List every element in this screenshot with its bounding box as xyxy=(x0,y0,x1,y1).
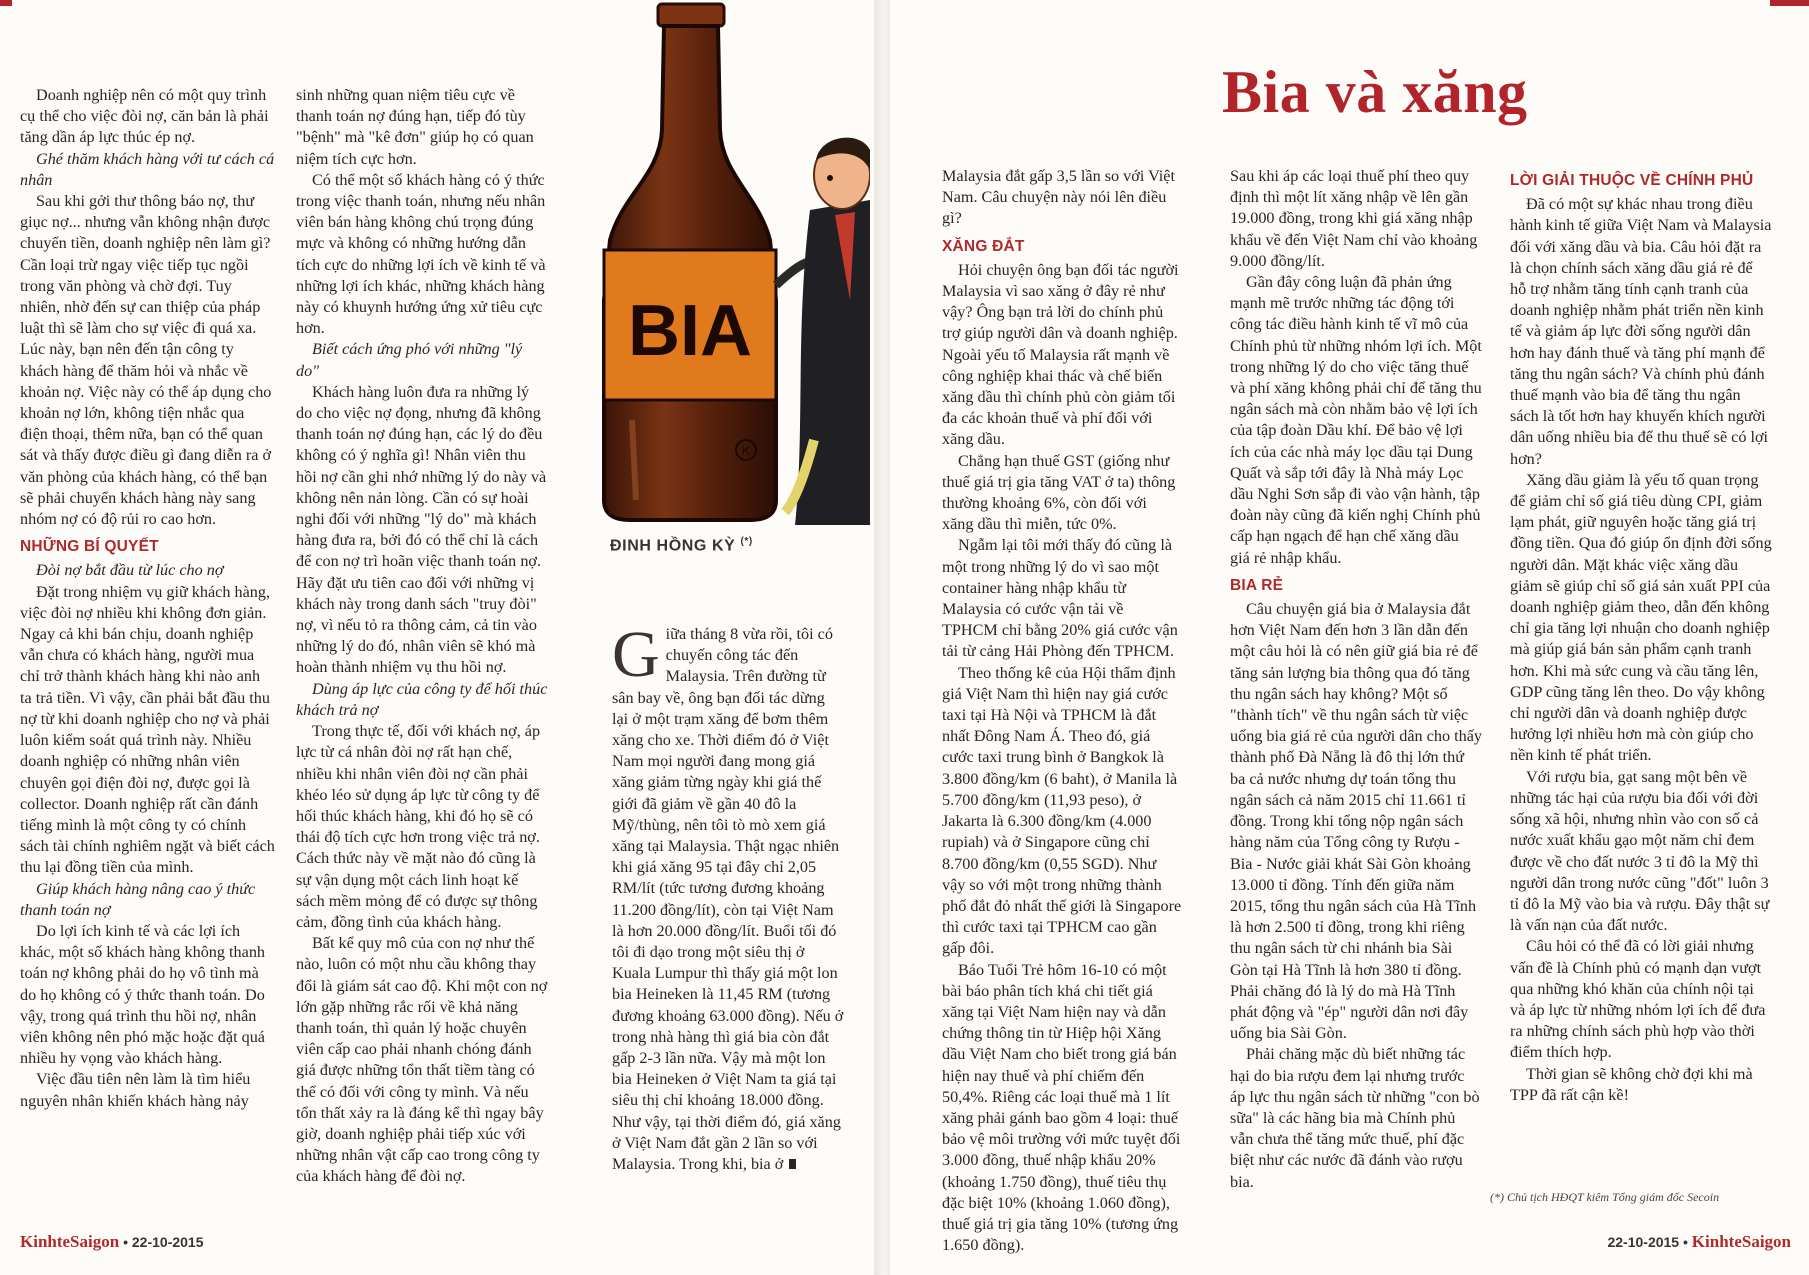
right-page xyxy=(890,0,1809,1275)
paragraph: Trong thực tế, đối với khách nợ, áp lực từ cá nhân đòi nợ rất hạn chế, nhiều khi nhân viên đòi nợ cần phải khéo léo sử dụng áp lực từ công ty để hối thúc khách hàng, khi đó họ sẽ có thái độ tích cực hơn trong việc trả nợ. Cách thức này về mặt nào đó cũng là sự vận dụng một cách linh hoạt kế sách mềm mỏng để có được sự thông cảm, đồng tình của khách hàng. xyxy=(296,722,541,931)
paragraph: Câu chuyện giá bia ở Malaysia đắt hơn Việt Nam đến hơn 3 lần dẫn đến một câu hỏi là có nên giữ giá bia rẻ để tăng sản lượng bia thông qua đó tăng thu ngân sách hay không? Một số "thành tích" về thu ngân sách từ việc uống bia giá rẻ của người dân cho thấy thành phố Đà Nẵng là đô thị lớn thứ ba cả nước nhưng dự toán tổng thu ngân sách cả năm 2015 chỉ 11.661 tỉ đồng. Trong khi tổng nộp ngân sách hàng năm của Tổng công ty Rượu - Bia - Nước giải khát Sài Gòn khoảng 13.000 tỉ đồng. Tính đến giữa năm 2015, tổng thu ngân sách của Hà Tĩnh là hơn 2.500 tỉ đồng, trong khi riêng thu ngân sách từ chi nhánh bia Sài Gòn tại Hà Tĩnh là hơn 380 tỉ đồng. Phải chăng đó là lý do mà Hà Tĩnh phát động và "ép" người dân nơi đây uống bia Sài Gòn. xyxy=(1230,600,1482,1043)
paragraph: Báo Tuổi Trẻ hôm 16-10 có một bài báo phân tích khá chi tiết giá xăng tại Việt Nam hiện nay và dẫn chứng thông tin từ Hiệp hội Xăng dầu Việt Nam cho biết trong giá bán hiện nay thuế và phí chiếm đến 50,4%. Riêng các loại thuế mà 1 lít xăng phải gánh bao gồm 4 loại: thuế bảo vệ môi trường với mức tuyệt đối 3.000 đồng, thuế nhập khẩu 20% (khoảng 1.750 đồng), thuế tiêu thụ đặc biệt 10% (khoảng 1.060 đồng), thuế giá trị gia tăng 10% (tương ứng 1.650 đồng). xyxy=(942,960,1181,1255)
subheading: Dùng áp lực của công ty để hối thúc khách trả nợ xyxy=(296,679,548,719)
section-heading: LỜI GIẢI THUỘC VỀ CHÍNH PHỦ xyxy=(1510,172,1754,189)
subheading: Biết cách ứng phó với những "lý do" xyxy=(296,340,523,380)
beer-bottle-illustration xyxy=(580,0,870,525)
magazine-logo: KinhteSaigon xyxy=(20,1232,120,1251)
paragraph: sinh những quan niệm tiêu cực về thanh toán nợ đúng hạn, tiếp đó tùy "bệnh" mà "kê đơn" giúp họ có quan niệm tích cực hơn. xyxy=(296,86,534,168)
drop-cap: G xyxy=(612,618,660,691)
subheading: Đòi nợ bắt đầu từ lúc cho nợ xyxy=(36,561,224,580)
issue-date: 22-10-2015 xyxy=(1607,1234,1680,1250)
paragraph: Sau khi áp các loại thuế phí theo quy định thì một lít xăng nhập về lên gần 19.000 đồng, trong khi giá xăng nhập khẩu về đến Việt Nam chỉ vào khoảng 9.000 đồng/lít. xyxy=(1230,167,1478,270)
right-column-3 xyxy=(1510,164,1772,1106)
left-folio: KinhteSaigon • 22-10-2015 xyxy=(20,1232,204,1251)
paragraph: Ngẫm lại tôi mới thấy đó cũng là một trong những lý do vì sao một container hàng nhập khẩu từ Malaysia có cước vận tải về TPHCM chỉ bằng 20% giá cước vận tải từ cảng Hải Phòng đến TPHCM. xyxy=(942,536,1178,661)
bottle-cap xyxy=(658,4,724,26)
paragraph: Đặt trong nhiệm vụ giữ khách hàng, việc đòi nợ nhiều khi không đơn giản. Ngay cả khi bán chịu, doanh nghiệp vẫn chưa có khách hàng, người mua chỉ trở thành khách hàng khi nào anh ta trả tiền. Vì vậy, cần phải bắt đầu thu nợ từ khi doanh nghiệp cho nợ và phải luôn kiểm soát quá trình này. Nhiều doanh nghiệp có những nhân viên chuyên gọi điện đòi nợ, được gọi là collector. Doanh nghiệp rất cần đánh tiếng mình là một công ty có chính sách tài chính nghiêm ngặt và biết cách thu lại đồng tiền của mình. xyxy=(20,582,275,877)
paragraph: Phải chăng mặc dù biết những tác hại do bia rượu đem lại nhưng trước áp lực thu ngân sách từ những "con bò sữa" là các hãng bia mà Chính phủ vẫn chưa thể tăng mức thuế, phí đặc biệt như các nước đã đánh vào rượu bia. xyxy=(1230,1045,1480,1191)
paragraph: Với rượu bia, gạt sang một bên về những tác hại của rượu bia đối với đời sống xã hội, nhưng nhìn vào con số cả nước xuất khẩu gạo một năm chỉ đem được về cho đất nước 3 tỉ đô la Mỹ thì người dân trong nước cũng "đốt" luôn 3 tỉ đô la Mỹ vào bia và rượu. Đây thật sự là vấn nạn của đất nước. xyxy=(1510,767,1770,935)
paragraph: Hỏi chuyện ông bạn đối tác người Malaysia vì sao xăng ở đây rẻ như vậy? Ông bạn trả lời do chính phủ trợ giúp người dân và doanh nghiệp. Ngoài yếu tố Malaysia rất mạnh về công nghiệp khai thác và chế biến xăng dầu thì chính phủ còn giảm tối đa các khoản thuế và phí đối với xăng dầu. xyxy=(942,260,1179,449)
paragraph: Đã có một sự khác nhau trong điều hành kinh tế giữa Việt Nam và Malaysia đối với xăng dầu và bia. Câu hỏi đặt ra là chọn chính sách xăng dầu giá rẻ để hỗ trợ nhằm tăng tính cạnh tranh của doanh nghiệp nhằm phát triển nền kinh tế và giảm áp lực đời sống người dân hơn hay đánh thuế và tăng phí mạnh để tăng thu ngân sách? Và chính phủ đánh thuế mạnh vào bia để tăng thu ngân sách là tốt hơn hay khuyến khích người dân uống nhiều bia để thu thuế sẽ có lợi hơn? xyxy=(1510,195,1772,468)
paragraph: Câu hỏi có thể đã có lời giải nhưng vấn đề là Chính phủ có mạnh dạn vượt qua những khó khăn của chính nội tại và áp lực từ những nhóm lợi ích để đưa ra những chính sách phù hợp vào thời điểm thích hợp. xyxy=(1510,937,1766,1062)
author-name: ĐINH HỒNG KỲ xyxy=(610,537,736,555)
subheading: Giúp khách hàng nâng cao ý thức thanh toán nợ xyxy=(20,879,256,919)
byline xyxy=(610,536,753,555)
paragraph: Thời gian sẽ không chờ đợi khi mà TPP đã rất cận kề! xyxy=(1510,1064,1753,1104)
subheading: Ghé thăm khách hàng với tư cách cá nhân xyxy=(20,149,275,189)
right-folio: 22-10-2015 • KinhteSaigon xyxy=(1607,1232,1791,1251)
paragraph: Khách hàng luôn đưa ra những lý do cho việc nợ đọng, nhưng đã không thanh toán nợ đúng hạn, các lý do đều không có ý nghĩa gì! Nhân viên thu hồi nợ cần ghi nhớ những lý do này và không nên nản lòng. Cần có sự hoài nghi đối với những "lý do" mà khách hàng đưa ra, bởi đó có thể chỉ là cách để con nợ trì hoãn việc thanh toán nợ. Hãy đặt ưu tiên cao đối với những vị khách này trong danh sách "truy đòi" nợ, vì nếu tỏ ra thông cảm, cả tin vào những lý do đó, nhân viên sẽ khó mà hoàn thành nhiệm vụ thu hồi nợ. xyxy=(296,382,547,677)
lead-paragraph: iữa tháng 8 vừa rồi, tôi có chuyến công tác đến Malaysia. Trên đường từ sân bay về, ông bạn đối tác dừng lại ở một trạm xăng để bơm thêm xăng cho xe. Thời điểm đó ở Việt Nam mọi người đang mong giá xăng giảm từng ngày khi giá thế giới đã giảm về gần 40 đô la Mỹ/thùng, nên tôi tò mò xem giá xăng tại Malaysia. Thật ngạc nhiên khi giá xăng 95 tại đây chỉ 2,05 RM/lít (tức tương đương khoảng 11.200 đồng/lít), còn tại Việt Nam là hơn 20.000 đồng/lít. Buổi tối đó tôi đi dạo trong một siêu thị ở Kuala Lumpur thì thấy giá một lon bia Heineken là 11,45 RM (tương đương khoảng 63.000 đồng). Nếu ở trong nhà hàng thì giá bia còn đắt gấp 2-3 lần nữa. Vậy mà một lon bia Heineken ở Việt Nam ta giá tại siêu thị chỉ khoảng 18.000 đồng. Như vậy, tại thời điểm đó, giá xăng ở Việt Nam đắt gần 2 lần so với Malaysia. Trong khi, bia ở xyxy=(612,625,844,1174)
paragraph: Theo thống kê của Hội thẩm định giá Việt Nam thì hiện nay giá cước taxi tại Hà Nội và TPHCM là đắt nhất Đông Nam Á. Theo đó, giá cước taxi trung bình ở Bangkok là 3.800 đồng/km (6 baht), ở Manila là 5.700 đồng/km (11,93 peso), ở Jakarta là 6.300 đồng/km (4.000 rupiah) và ở Singapore cũng chỉ 8.700 đồng/km (0,55 SGD). Như vậy so với một trong những thành phố đắt đỏ nhất thế giới là Singapore thì cước taxi tại TPHCM cao gần gấp đôi. xyxy=(942,663,1182,958)
left-column-2 xyxy=(296,85,548,1188)
right-column-1 xyxy=(942,166,1182,1256)
magazine-logo: KinhteSaigon xyxy=(1691,1232,1791,1251)
bottle-label-text: BIA xyxy=(628,291,752,371)
paragraph: Doanh nghiệp nên có một quy trình cụ thể cho việc đòi nợ, căn bản là phải tăng dần áp lực thúc ép nợ. xyxy=(20,86,269,147)
paragraph: Xăng dầu giảm là yếu tố quan trọng để giảm chỉ số giá tiêu dùng CPI, giảm lạm phát, giữ nguyên hoặc tăng giá trị đồng tiền. Qua đó giúp ổn định đời sống người dân. Mặt khác việc xăng dầu giảm sẽ giúp chỉ số giá sản xuất PPI của doanh nghiệp giảm theo, dẫn đến không chỉ gia tăng lợi nhuận cho doanh nghiệp mà giúp giá bán sản phẩm cạnh tranh hơn. Khi mà sức cung và cầu tăng lên, GDP cũng tăng lên theo. Do vậy không chỉ người dân và doanh nghiệp được hưởng lợi nhiều hơn mà còn giúp cho nền kinh tế phát triển. xyxy=(1510,470,1772,765)
section-heading: NHỮNG BÍ QUYẾT xyxy=(20,538,159,556)
paragraph: Chẳng hạn thuế GST (giống như thuế giá trị gia tăng VAT ở ta) thông thường khoảng 6%, còn đối với xăng dầu thì miễn, tức 0%. xyxy=(942,451,1176,534)
author-footnote-mark: (*) xyxy=(740,536,753,547)
paragraph: Sau khi gởi thư thông báo nợ, thư giục nợ... nhưng vẫn không nhận được chuyển tiền, doanh nghiệp nên làm gì? Cần loại trừ ngay việc tiếp tục ngồi trong văn phòng và chờ đợi. Tuy nhiên, nhờ đến sự can thiệp của pháp luật thì sẽ làm cho sự việc đi quá xa. Lúc này, bạn nên đến tận công ty khách hàng để thăm hỏi và nhắc về khoản nợ. Việc này có thể áp dụng cho khoản nợ lớn, không tiện nhắc qua điện thoại, thêm nữa, bạn có thể quan sát và thấy được điều gì đang diễn ra ở văn phòng của khách hàng, có thể bạn sẽ phải chuyển khách hàng này sang nhóm nợ có độ rủi ro cao hơn. xyxy=(20,192,272,529)
svg-text:K: K xyxy=(741,443,751,458)
section-heading: XĂNG ĐẮT xyxy=(942,237,1025,255)
left-page xyxy=(0,0,880,1275)
end-mark xyxy=(789,1159,796,1169)
paragraph: Có thể một số khách hàng có ý thức trong việc thanh toán, nhưng nếu nhân viên bán hàng không chú trọng đúng mực và không có những hướng dẫn tích cực do những lợi ích về kinh tế và những lợi ích khác, những khách hàng này có khuynh hướng ứng xử tiêu cực hơn. xyxy=(296,170,546,338)
paragraph: Bất kể quy mô của con nợ như thế nào, luôn có một nhu cầu không thay đổi là giám sát cao độ. Khi một con nợ lớn gặp những rắc rối về khả năng thanh toán, thì quản lý hoặc chuyên viên cấp cao phải nhanh chóng đánh giá được những tổn thất tiềm tàng có thể có đối với công ty mình. Và nếu tổn thất xảy ra là đáng kể thì ngay bây giờ, doanh nghiệp phải tiếp xúc với những nhân vật cấp cao trong công ty của khách hàng để đòi nợ. xyxy=(296,934,548,1186)
paragraph: Việc đầu tiên nên làm là tìm hiểu nguyên nhân khiến khách hàng nảy xyxy=(20,1070,251,1110)
section-heading: BIA RẺ xyxy=(1230,576,1284,594)
article-headline: Bia và xăng xyxy=(1222,59,1528,125)
right-top-rule xyxy=(1770,0,1809,6)
author-footnote: (*) Chủ tịch HĐQT kiêm Tổng giám đốc Secoin xyxy=(1490,1190,1720,1204)
right-column-2 xyxy=(1230,166,1482,1193)
paragraph: Gần đây công luận đã phản ứng mạnh mẽ trước những tác động tới công tác điều hành kinh tế vĩ mô của Chính phủ từ những nhóm lợi ích. Một trong những lý do cho việc tăng thuế và phí xăng không phải chỉ để tăng thu ngân sách mà còn nhằm bảo vệ lợi ích của tập đoàn Dầu khí. Để bảo vệ lợi ích của các nhà máy lọc dầu tại Dung Quất và sắp tới đây là Nhà máy Lọc dầu Nghi Sơn sắp đi vào vận hành, tập đoàn này cũng đã kiến nghị Chính phủ cấp hạn ngạch để hạn chế xăng dầu giá rẻ nhập khẩu. xyxy=(1230,273,1482,567)
paragraph: Do lợi ích kinh tế và các lợi ích khác, một số khách hàng không thanh toán nợ không phải do họ vô tình mà do họ không có ý thức thanh toán. Do vậy, trong quá trình thu hồi nợ, nhân viên không nên phó mặc hoặc đặt quá nhiều hy vọng vào khách hàng. xyxy=(20,921,266,1068)
left-column-3 xyxy=(612,618,844,1175)
left-column-1 xyxy=(20,85,275,1112)
issue-date: 22-10-2015 xyxy=(131,1234,204,1250)
paragraph: Malaysia đắt gấp 3,5 lần so với Việt Nam. Câu chuyện này nói lên điều gì? xyxy=(942,167,1175,228)
left-top-rule xyxy=(0,0,12,6)
